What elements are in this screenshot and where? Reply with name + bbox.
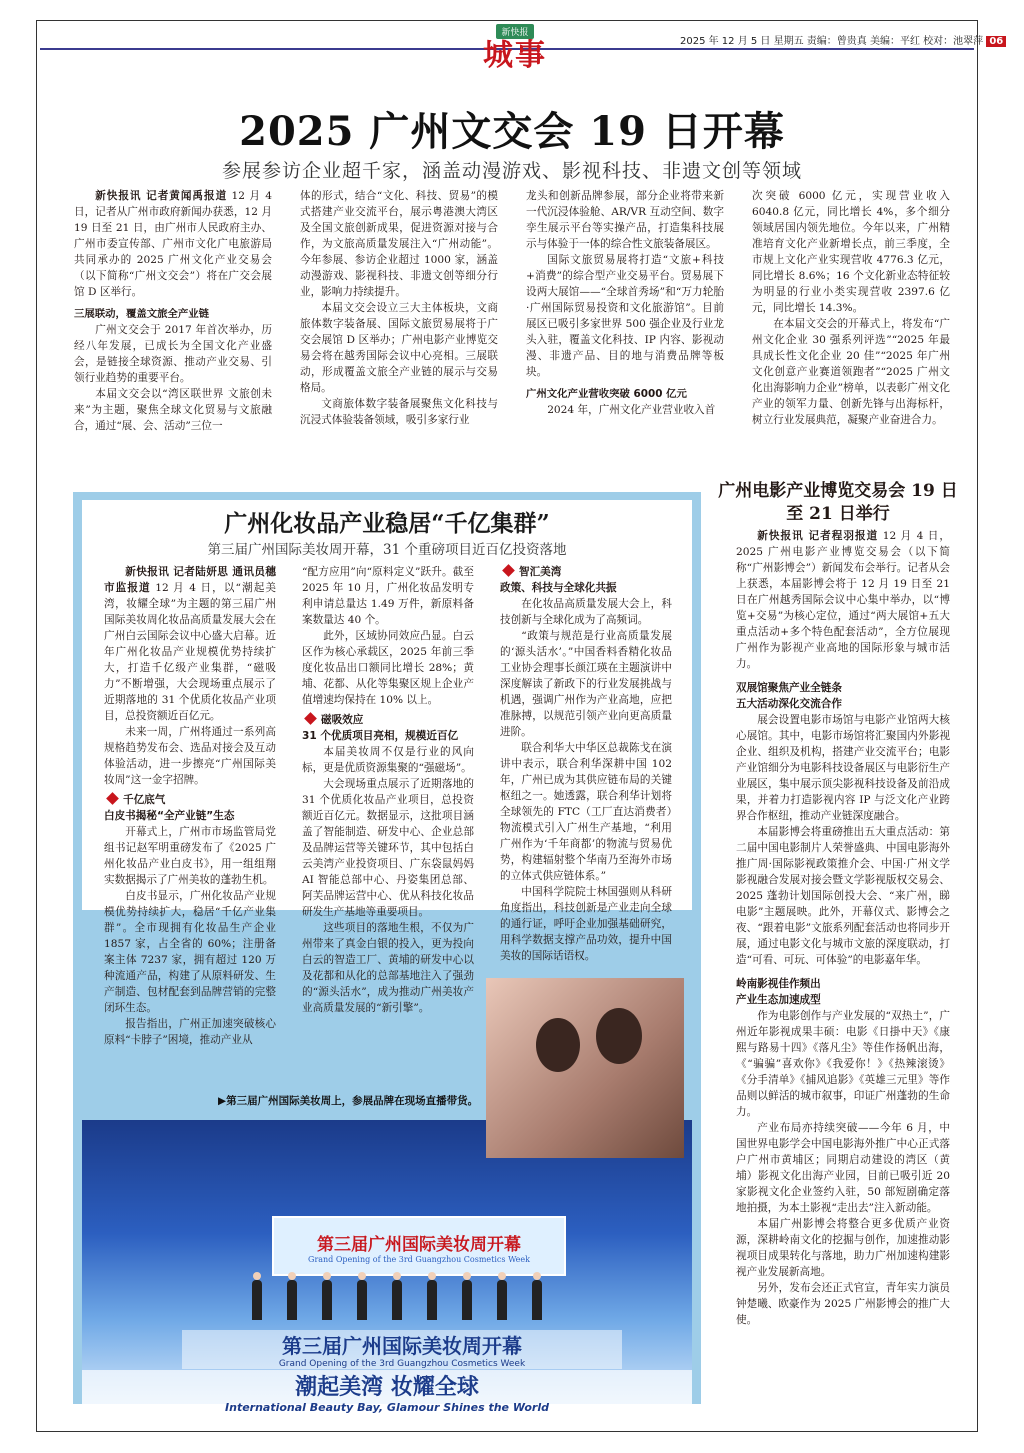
page-subtitle: 参展参访企业超千家，涵盖动漫游戏、影视科技、非遗文创等领域 bbox=[221, 160, 802, 182]
feature-column-1 bbox=[104, 564, 276, 1048]
subheading bbox=[302, 712, 474, 728]
para: 白皮书显示，广州化妆品产业规模优势持续扩大，稳居“千亿产业集群”。全市现拥有化妆品生产企业 1857 家，占全省的 60%；注册备案主体 7237 家，拥有超过 120 万种流通产品，构建了从原料研发、生产制造、包材配套到品牌营销的完整闭环生态。 bbox=[104, 890, 276, 1014]
para: 这些项目的落地生根，不仅为广州带来了真金白银的投入，更为投向白云的智造工厂、黄埔的研发中心以及花都和从化的总部基地注入了强劲的“源头活水”，成为推动广州美妆产业高质量发展的“新引擎”。 bbox=[302, 922, 474, 1014]
subheading-kicker: 智汇美湾 bbox=[519, 566, 562, 578]
floor-subtitle: Grand Opening of the 3rd Guangzhou Cosmetics Week bbox=[278, 1359, 526, 1369]
section-masthead bbox=[475, 20, 555, 73]
feature-subtitle: 第三届广州国际美妆周开幕，31 个重磅项目近百亿投资落地 bbox=[207, 542, 567, 558]
article-column-1 bbox=[74, 188, 272, 434]
para: 次突破 6000 亿元，实现营业收入 6040.8 亿元，同比增长 4%，多个细分领域居国内领先地位。今年以来，广州精准培育文化产业新增长点，前三季度，全市规上文化产业实现营收 4776.3 亿元，同比增长 8.6%；16 个文化新业态特征较为明显的行业小类实现营收 2397.6 亿元，同比增长 14.3%。 bbox=[752, 190, 950, 314]
para: 作为电影创作与产业发展的“双热土”，广州近年影视成果丰硕：电影《日掛中天》《康熙与路易十四》《落凡尘》等佳作扬帆出海，《“骗骗”喜欢你》《我爱你！》《热辣滚烫》《分手清单》《捕风追影》《英雄三元里》等作品则以鲜活的城市叙事，印证广州蓬勃的生命力。 bbox=[736, 1010, 950, 1118]
screen-subtitle: Grand Opening of the 3rd Guangzhou Cosmetics Week bbox=[308, 1255, 530, 1264]
guest-figure bbox=[497, 1280, 507, 1320]
floor-banner bbox=[182, 1330, 622, 1369]
slogan-text: 潮起美湾 妆耀全球 bbox=[295, 1375, 479, 1400]
para: 此外，区域协同效应凸显。白云区作为核心承载区，2025 年前三季度化妆品出口额同比增长 28%；黄埔、花都、从化等集聚区规上企业产值增速均保持在 10% 以上。 bbox=[302, 630, 474, 706]
para: 文商旅体数字装备展聚焦文化科技与沉浸式体验装备领域，吸引多家行业 bbox=[300, 398, 498, 426]
byline: 新快报讯 记者黄闻禹报道 bbox=[95, 190, 228, 202]
subheading: 三展联动，覆盖文旅全产业链 bbox=[74, 308, 210, 320]
para: “配方应用”向“原料定义”跃升。截至 2025 年 10 月，广州化妆品发明专利申请总量达 1.49 万件，新原料备案数量达 40 个。 bbox=[302, 566, 474, 626]
page-title: 2025 广州文交会 19 日开幕 bbox=[239, 108, 785, 155]
para: 体的形式，结合“文化、科技、贸易”的模式搭建产业交流平台，展示粤港澳大湾区及全国文旅创新成果，促进资源对接与合作，为文旅高质量发展注入“广州动能”。今年参展、参访企业超过 1000 家，涵盖动漫游戏、影视科技、非遗文创等细分行业，影响力持续提升。 bbox=[300, 190, 498, 298]
guest-figure bbox=[357, 1280, 367, 1320]
para: 未来一周，广州将通过一系列高规格趋势发布会、选品对接会及互动体验活动，进一步擦亮“广州国际美妆周”这一金字招牌。 bbox=[104, 726, 276, 786]
para: 本届文交会设立三大主体板块，文商旅体数字装备展、国际文旅贸易展将于广交会展馆 D 区举办；广州电影产业博览交易会将在越秀国际会议中心亮相。三展联动，形成覆盖文旅全产业链的展示与交易格局。 bbox=[300, 302, 498, 394]
para: 广州文交会于 2017 年首次举办，历经八年发展，已成长为全国文化产业盛会，是链接全球资源、推动产业交易、引领行业趋势的重要平台。 bbox=[74, 324, 272, 384]
subheading: 双展馆聚焦产业全链条 bbox=[736, 682, 842, 694]
guest-figure bbox=[287, 1280, 297, 1320]
para: 本届广州影博会将整合更多优质产业资源，深耕岭南文化的挖掘与创作，加速推动影视项目成果转化与落地，助力广州加速构建影视产业发展新高地。 bbox=[736, 1218, 950, 1278]
dateline bbox=[680, 32, 1006, 47]
feature-title: 广州化妆品产业稳居“千亿集群” bbox=[224, 510, 550, 537]
para: 2024 年，广州文化产业营业收入首 bbox=[547, 404, 716, 416]
subheading: 岭南影视佳作频出 bbox=[736, 978, 821, 990]
host-figure bbox=[536, 1018, 580, 1072]
para: 在本届文交会的开幕式上，将发布“广州文化企业 30 强系列评选”“2025 年最具成长性文化企业 20 佳”“2025 年广州文化创意产业赛道领跑者”“2025 广州文化出海影响力企业”榜单，以表彰广州文化产业的领军力量、创新先锋与出海标杆，树立行业发展典范，凝聚产业奋进合力。 bbox=[752, 318, 950, 426]
para: 12 月 4 日，2025 广州电影产业博览交易会（以下简称“广州影博会”）新闻发布会举行。记者从会上获悉，本届影博会将于 12 月 19 日至 21 日在广州越秀国际会议中心集中举办，以“博览+交易”为核心定位，通过“两大展馆+五大重点活动+多个特色配套活动”，全方位展现广州作为影视产业高地的国际形象与城市活力。 bbox=[736, 530, 951, 670]
byline: 新快报讯 记者程羽报道 bbox=[757, 530, 879, 542]
subheading bbox=[500, 564, 672, 580]
slogan-english: International Beauty Bay, Glamour Shines the World bbox=[225, 1401, 549, 1414]
brand-badge: 新快报 bbox=[496, 24, 533, 39]
diamond-icon bbox=[502, 564, 515, 577]
livestream-photo bbox=[486, 978, 684, 1158]
para: 中国科学院院士林国强则从科研角度指出，科技创新是产业走向全球的通行证，呼吁企业加强基础研究，用科学数据支撑产品功效，提升中国美妆的国际话语权。 bbox=[500, 886, 672, 962]
guest-figure bbox=[462, 1280, 472, 1320]
section-name: 城事 bbox=[483, 38, 547, 73]
para: 本届文交会以“湾区联世界 文旅创未来”为主题，聚焦全球文化贸易与文旅融合，通过“展、会、活动”三位一 bbox=[74, 388, 272, 432]
para: 开幕式上，广州市市场监管局党组书记赵军明重磅发布了《2025 广州化妆品产业白皮书》，用一组组翔实数据揭示了广州美妆的蓬勃生机。 bbox=[104, 826, 276, 886]
subheading-kicker: 磁吸效应 bbox=[321, 714, 364, 726]
guest-figure bbox=[392, 1280, 402, 1320]
dateline-text: 2025 年 12 月 5 日 星期五 责编：曾贵真 美编：平红 校对：池翠萍 bbox=[680, 36, 984, 47]
para: 本届美妆周不仅是行业的风向标，更是优质资源集聚的“强磁场”。 bbox=[302, 746, 474, 774]
guest-figure bbox=[322, 1280, 332, 1320]
para: 大会现场重点展示了近期落地的 31 个优质化妆品产业项目，总投资额近百亿元。数据显示，这批项目涵盖了智能制造、研发中心、企业总部及品牌运营等关键环节，其中包括白云美湾产业投资项目、广东袋鼠妈妈 AI 智能总部中心、丹姿集团总部、阿芙品牌运营中心、优从科技化妆品研发生产基地等重要项目。 bbox=[302, 778, 474, 918]
article-column-4 bbox=[752, 188, 950, 428]
slogan-banner bbox=[82, 1370, 692, 1414]
opening-ceremony-photo bbox=[82, 1120, 692, 1414]
stage-screen bbox=[272, 1216, 566, 1276]
para: 在化妆品高质量发展大会上，科技创新与全球化成为了高频词。 bbox=[500, 598, 672, 626]
subheading: 广州文化产业营收突破 6000 亿元 bbox=[526, 388, 687, 400]
para: 国际文旅贸易展将打造“文旅+科技+消费”的综合型产业交易平台。贸易展下设两大展馆——“全球首秀场”和“万力轮胎·广州国际贸易投资和文化旅游馆”。目前展区已吸引多家世界 500 强企业及行业龙头入驻，覆盖文化科技、IP 内容、影视动漫、非遗产品、目的地与消费品牌等板块。 bbox=[526, 254, 724, 378]
side-article-body bbox=[736, 528, 950, 1328]
diamond-icon bbox=[304, 712, 317, 725]
para: 12 月 4 日，以“潮起美湾，妆耀全球”为主题的第三届广州国际美妆周化妆品高质量发展大会在广州白云国际会议中心盛大启幕。近年广州化妆品产业规模优势持续扩大，打造千亿级产业集群，“磁吸力”不断增强，大会现场重点展示了近期落地的 31 个优质化妆品产业项目，总投资额近百亿元。 bbox=[104, 582, 276, 722]
feature-column-2 bbox=[302, 564, 474, 1016]
para: 本届影博会将重磅推出五大重点活动：第二届中国电影制片人荣誉盛典、中国电影海外推广周·国际影视政策推介会、中国·广州文学影视融合发展对接会暨文学影视版权交易会、2025 蓬勃计划国际创投大会、“来广州，睇电影”主题展映。此外，开幕仪式、影博会之夜、“跟着电影”文旅系列配套活动也将同步开展，通过电影文化与城市文旅的深度联动，打造“可看、可玩、可体验”的电影嘉年华。 bbox=[736, 826, 950, 966]
byline: 新快报讯 记者陆妍思 通讯员穗市监报道 bbox=[104, 566, 276, 594]
subheading: 白皮书揭秘“全产业链”生态 bbox=[104, 810, 235, 822]
guest-figure bbox=[532, 1280, 542, 1320]
para: 另外，发布会还正式官宣，青年实力演员钟楚曦、欧豪作为 2025 广州影博会的推广大使。 bbox=[736, 1282, 950, 1326]
subheading bbox=[104, 792, 276, 808]
page-number: 06 bbox=[986, 36, 1006, 47]
side-article-title: 广州电影产业博览交易会 19 日至 21 日举行 bbox=[718, 481, 958, 524]
photo-caption: ▶第三届广州国际美妆周上，参展品牌在现场直播带货。 bbox=[218, 1095, 479, 1107]
article-column-2 bbox=[300, 188, 498, 428]
para: 报告指出，广州正加速突破核心原料“卡脖子”困境，推动产业从 bbox=[104, 1018, 276, 1046]
feature-column-3 bbox=[500, 564, 672, 964]
para: “政策与规范是行业高质量发展的‘源头活水’。”中国香料香精化妆品工业协会理事长颜江瑛在主题演讲中深度解读了新政下的行业发展挑战与机遇，强调广州作为产业高地，应把准脉搏，以规范引领产业向更高质量进阶。 bbox=[500, 630, 672, 738]
article-column-3 bbox=[526, 188, 724, 418]
host-figure bbox=[596, 1008, 642, 1064]
subheading: 31 个优质项目亮相，规模近百亿 bbox=[302, 730, 459, 742]
para: 联合利华大中华区总裁陈戈在演讲中表示，联合利华深耕中国 102 年，广州已成为其供应链布局的关键枢纽之一。她透露，联合利华计划将全球领先的 FTC（工厂直达消费者）物流模式引入广州生产基地，“利用广州作为‘千年商都’的物流与贸易优势，构建辐射整个华南乃至海外市场的立体式供应链体系。” bbox=[500, 742, 672, 882]
guest-figure bbox=[427, 1280, 437, 1320]
guest-figure bbox=[252, 1280, 262, 1320]
subheading: 产业生态加速成型 bbox=[736, 994, 821, 1006]
para: 12 月 4 日，记者从广州市政府新闻办获悉，12 月 19 日至 21 日，由广州市人民政府主办、广州市委宣传部、广州市文化广电旅游局共同承办的 2025 广州文化产业交易会（以下简称“广州文交会”）将在广交会展馆 D 区举行。 bbox=[74, 190, 272, 298]
floor-title: 第三届广州国际美妆周开幕 bbox=[282, 1334, 522, 1358]
subheading-kicker: 千亿底气 bbox=[123, 794, 166, 806]
subheading: 五大活动深化交流合作 bbox=[736, 698, 842, 710]
diamond-icon bbox=[106, 792, 119, 805]
para: 产业布局亦持续突破——今年 6 月，中国世界电影学会中国电影海外推广中心正式落户广州市黄埔区；同期启动建设的湾区（黄埔）影视文化出海产业园，目前已吸引近 20 家影视文化企业签约入驻，50 部短剧确定落地拍摄，为本土影视“走出去”注入新动能。 bbox=[736, 1122, 950, 1214]
subheading: 政策、科技与全球化共振 bbox=[500, 582, 617, 594]
screen-title: 第三届广州国际美妆周开幕 bbox=[317, 1235, 521, 1255]
para: 展会设置电影市场馆与电影产业馆两大核心展馆。其中，电影市场馆将汇聚国内外影视企业、组织及机构，搭建产业交流平台；电影产业馆细分为电影科技设备展区与电影衍生产业展区，集中展示顶尖影视科技设备及前沿成果，并着力打造影视内容 IP 与泛文化产业跨界合作枢纽，推动产业链深度融合。 bbox=[736, 714, 950, 822]
para: 龙头和创新品牌参展，部分企业将带来新一代沉浸体验舱、AR/VR 互动空间、数字孪生展示平台等实操产品，打造集科技展示与体验于一体的综合性文旅装备展区。 bbox=[526, 190, 724, 250]
side-article-header bbox=[718, 480, 958, 526]
